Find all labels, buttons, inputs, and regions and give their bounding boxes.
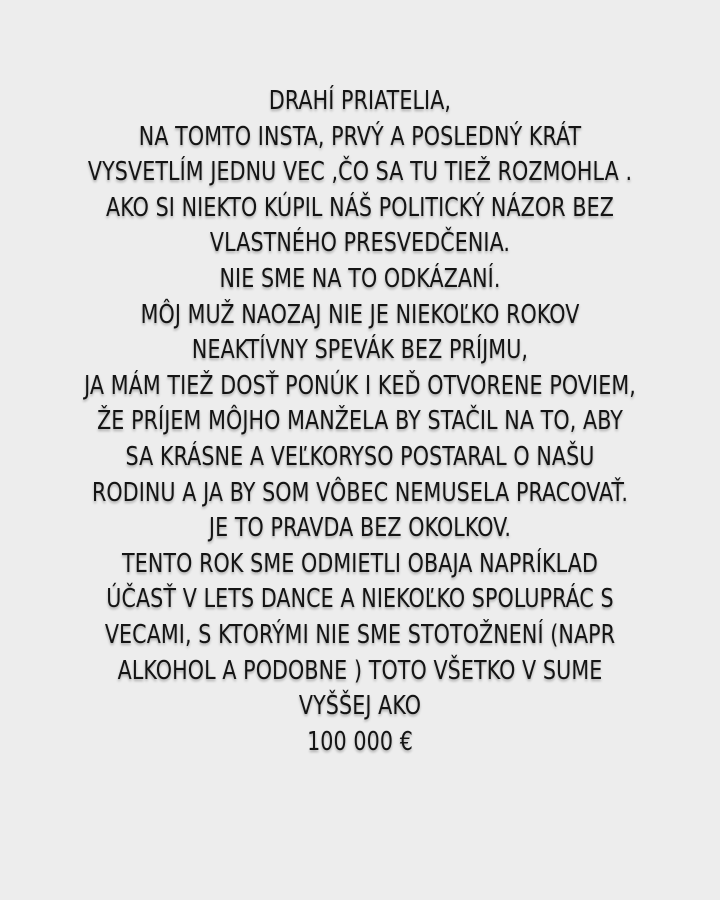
statement-line: NIE SME NA TO ODKÁZANÍ. <box>219 263 501 294</box>
statement-line: JA MÁM TIEŽ DOSŤ PONÚK I KEĎ OTVORENE POVIEM, <box>84 370 636 401</box>
statement-line: VLASTNÉHO PRESVEDČENIA. <box>209 228 511 259</box>
statement-line: NA TOMTO INSTA, PRVÝ A POSLEDNÝ KRÁT <box>138 121 582 152</box>
statement-line: ALKOHOL A PODOBNE ) TOTO VŠETKO V SUME <box>117 655 603 686</box>
statement-line: AKO SI NIEKTO KÚPIL NÁŠ POLITICKÝ NÁZOR BEZ <box>106 192 614 223</box>
statement-line: ÚČASŤ V LETS DANCE A NIEKOĽKO SPOLUPRÁC S <box>106 584 614 615</box>
statement-line: JE TO PRAVDA BEZ OKOLKOV. <box>208 513 512 544</box>
statement-line: VECAMI, S KTORÝMI NIE SME STOTOŽNENÍ (NAPR <box>104 619 616 650</box>
statement-line: SA KRÁSNE A VEĽKORYSO POSTARAL O NAŠU <box>125 441 595 472</box>
statement-line: NEAKTÍVNY SPEVÁK BEZ PRÍJMU, <box>191 335 529 366</box>
statement-line: ŽE PRÍJEM MÔJHO MANŽELA BY STAČIL NA TO, ABY <box>97 406 623 437</box>
statement-line: DRAHÍ PRIATELIA, <box>268 86 452 116</box>
statement-amount: 100 000 € <box>307 726 413 757</box>
statement-line: VYŠŠEJ AKO <box>298 691 422 722</box>
statement-line: TENTO ROK SME ODMIETLI OBAJA NAPRÍKLAD <box>122 548 598 579</box>
statement-text <box>36 84 684 760</box>
statement-line: VYSVETLÍM JEDNU VEC ,ČO SA TU TIEŽ ROZMOHLA . <box>87 157 633 188</box>
statement-line: MÔJ MUŽ NAOZAJ NIE JE NIEKOĽKO ROKOV <box>140 299 580 330</box>
statement-line: RODINU A JA BY SOM VÔBEC NEMUSELA PRACOVAŤ. <box>91 477 629 508</box>
